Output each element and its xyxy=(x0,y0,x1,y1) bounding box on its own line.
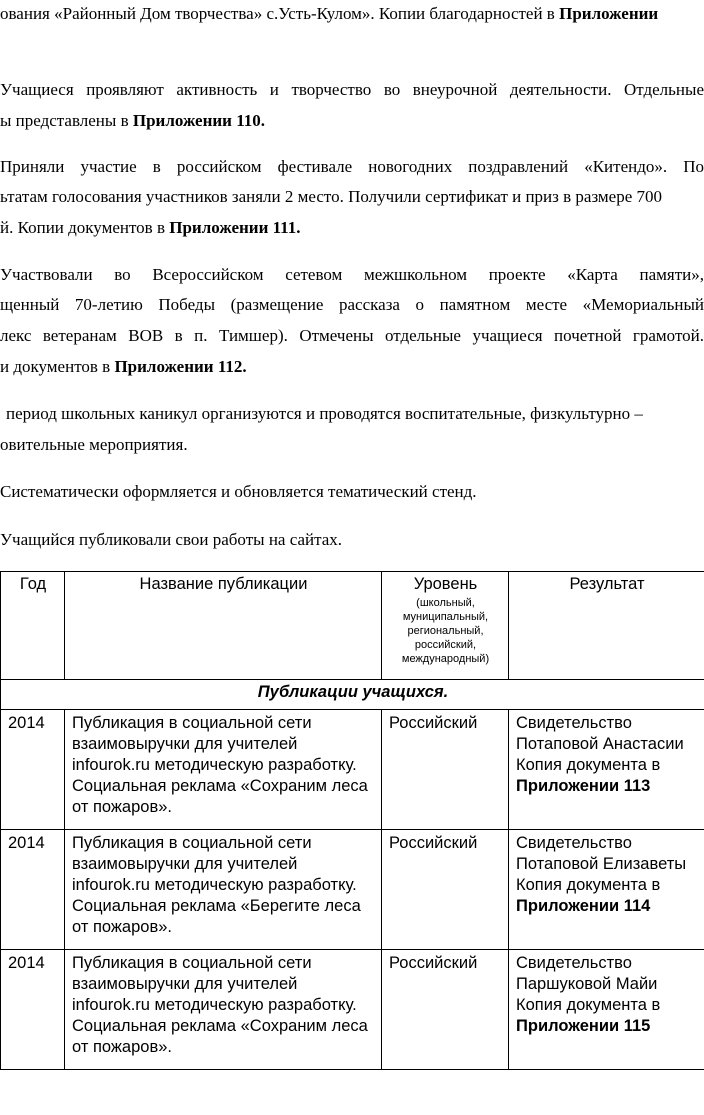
result-line: Свидетельство xyxy=(516,954,632,972)
paragraph-stand: Систематически оформляется и обновляется тематический стенд. xyxy=(0,482,477,501)
header-result: Результат xyxy=(509,572,704,680)
line: щенный 70-летию Победы (размещение рассказа о памятном месте «Мемориальный xyxy=(0,295,704,314)
appendix-ref: Приложении 115 xyxy=(516,1017,651,1035)
result-line: Паршуковой Майи xyxy=(516,975,658,993)
line xyxy=(0,111,704,131)
cell-level: Российский xyxy=(382,950,509,1070)
line: ьтатам голосования участников заняли 2 место. Получили сертификат и приз в размере 700 xyxy=(0,187,663,206)
section-title: Публикации учащихся. xyxy=(1,680,704,710)
line: Участвовали во Всероссийском сетевом межшкольном проекте «Карта памяти», xyxy=(0,265,704,284)
cell-result xyxy=(509,830,704,950)
result-line: Свидетельство xyxy=(516,834,632,852)
header-title: Название публикации xyxy=(65,572,382,680)
header-year: Год xyxy=(1,572,65,680)
appendix-ref: Приложении 112. xyxy=(114,357,247,376)
cell-year: 2014 xyxy=(1,830,65,950)
line xyxy=(0,357,704,377)
cell-level: Российский xyxy=(382,710,509,830)
table-header-row xyxy=(1,572,704,680)
appendix-ref: Приложении 114 xyxy=(516,897,651,915)
header-level-label: Уровень xyxy=(413,575,478,593)
text: ования «Районный Дом творчества» с.Усть-Кулом». Копии благодарностей в xyxy=(0,4,560,23)
paragraph-publications-intro: Учащийся публиковали свои работы на сайтах. xyxy=(0,530,343,549)
line: лекс ветеранам ВОВ в п. Тимшер). Отмечены отдельные учащиеся почетной грамотой. xyxy=(0,326,704,345)
text: ы представлены в xyxy=(0,111,133,130)
line: Учащиеся проявляют активность и творчество во внеурочной деятельности. Отдельные xyxy=(0,80,704,99)
header-level-note: (школьный, муниципальный, региональный, российский, международный) xyxy=(401,597,490,665)
cell-result xyxy=(509,710,704,830)
line: период школьных каникул организуются и проводятся воспитательные, физкультурно – xyxy=(6,404,643,423)
result-line: Копия документа в xyxy=(516,996,661,1014)
appendix-ref: Приложении 110. xyxy=(132,111,266,130)
line: Приняли участие в российском фестивале новогодних поздравлений «Китендо». По xyxy=(0,157,704,176)
appendix-ref: Приложении 111. xyxy=(169,218,301,237)
appendix-ref: Приложении xyxy=(559,4,659,23)
publications-table xyxy=(0,571,704,1070)
result-line: Потаповой Анастасии xyxy=(516,735,684,753)
result-line: Копия документа в xyxy=(516,756,661,774)
section-row xyxy=(1,680,704,710)
table-row xyxy=(1,830,704,950)
cell-title: Публикация в социальной сети взаимовыручки для учителей infourok.ru методическую разработку. Социальная реклама «Сохраним леса от пожаров». xyxy=(65,710,382,830)
cell-title: Публикация в социальной сети взаимовыручки для учителей infourok.ru методическую разработку. Социальная реклама «Берегите леса от пожаров». xyxy=(65,830,382,950)
cell-year: 2014 xyxy=(1,950,65,1070)
cell-result xyxy=(509,950,704,1070)
result-line: Свидетельство xyxy=(516,714,632,732)
line-1 xyxy=(0,4,704,24)
header-level xyxy=(382,572,509,680)
text: й. Копии документов в xyxy=(0,218,170,237)
appendix-ref: Приложении 113 xyxy=(516,777,651,795)
cell-year: 2014 xyxy=(1,710,65,830)
result-line: Копия документа в xyxy=(516,876,661,894)
table-row xyxy=(1,710,704,830)
result-line: Потаповой Елизаветы xyxy=(516,855,687,873)
line: овительные мероприятия. xyxy=(0,435,188,454)
line xyxy=(0,218,704,238)
cell-level: Российский xyxy=(382,830,509,950)
text: и документов в xyxy=(0,357,115,376)
table-row xyxy=(1,950,704,1070)
cell-title: Публикация в социальной сети взаимовыручки для учителей infourok.ru методическую разработку. Социальная реклама «Сохраним леса от пожаров». xyxy=(65,950,382,1070)
